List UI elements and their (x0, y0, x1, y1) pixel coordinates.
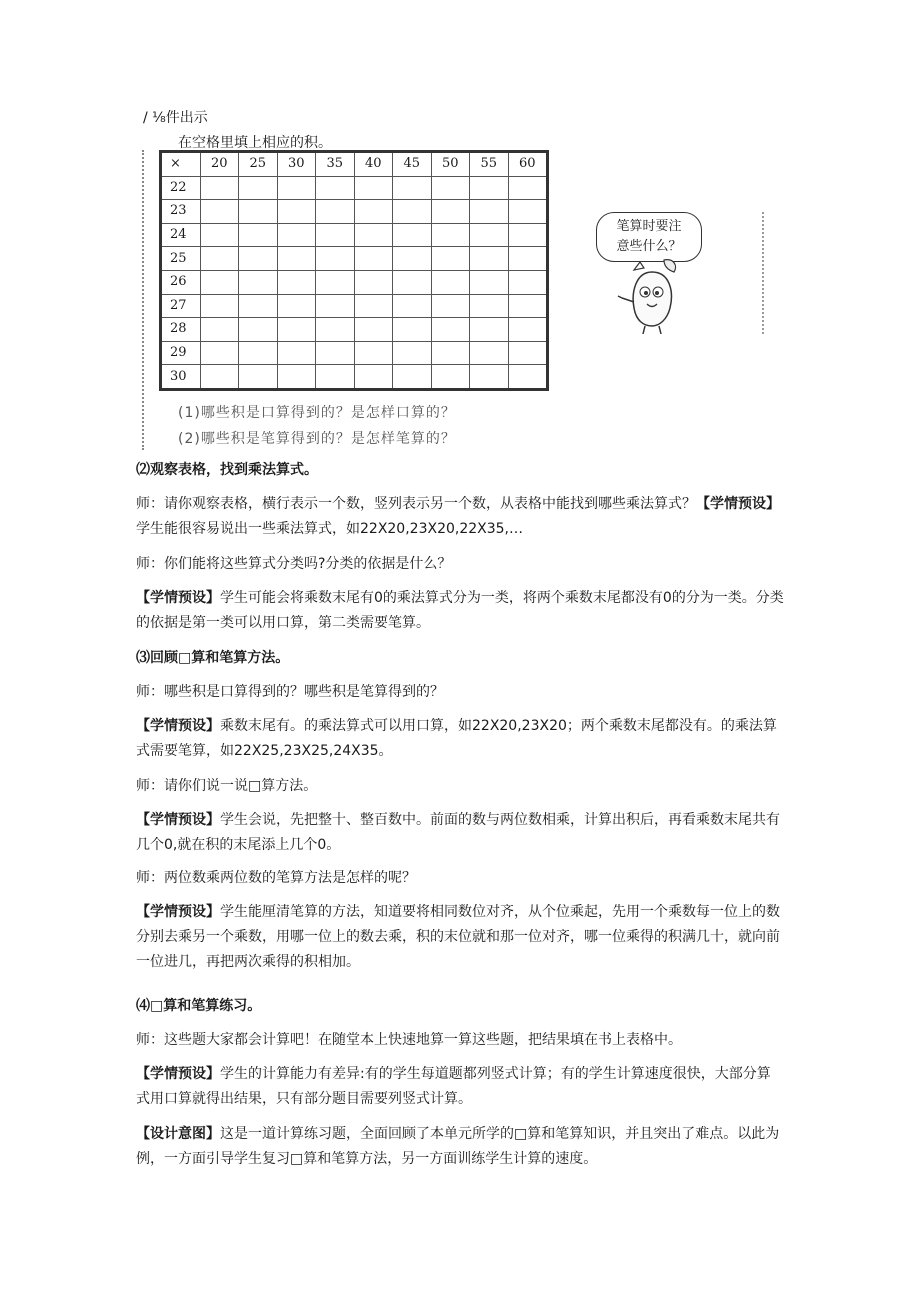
paragraph (136, 552, 784, 577)
table-header-cell: 40 (354, 152, 393, 177)
table-row (161, 223, 548, 247)
table-row (161, 341, 548, 365)
table-blank-cell (431, 294, 470, 318)
table-blank-cell (354, 318, 393, 342)
table-blank-cell (470, 223, 509, 247)
table-blank-cell (508, 223, 548, 247)
paragraph (136, 646, 784, 671)
table-blank-cell (316, 270, 355, 294)
table-header-cell: 50 (431, 152, 470, 177)
table-blank-cell (470, 270, 509, 294)
table-row-header: 30 (161, 365, 201, 390)
speech-line-1: 笔算时要注 (616, 219, 682, 234)
bold-label: 【学情预设】 (136, 718, 220, 734)
mascot-legs (643, 326, 661, 334)
table-blank-cell (393, 318, 432, 342)
table-blank-cell (239, 365, 278, 390)
table-blank-cell (277, 176, 316, 200)
paragraph-text: 学生会说，先把整十、整百数中。前面的数与两位数相乘，计算出积后，再看乘数末尾共有几个0,就在积的末尾添上几个0。 (136, 812, 780, 853)
table-blank-cell (316, 223, 355, 247)
table-instruction: 在空格里填上相应的积。 (178, 135, 332, 151)
table-blank-cell (239, 176, 278, 200)
table-blank-cell (277, 294, 316, 318)
table-blank-cell (431, 270, 470, 294)
table-blank-cell (316, 247, 355, 271)
bold-label: 【学情预设】 (136, 590, 220, 606)
table-blank-cell (508, 294, 548, 318)
paragraph (136, 586, 784, 636)
mascot-pupil-right (655, 291, 659, 295)
table-blank-cell (393, 365, 432, 390)
table-blank-cell (508, 247, 548, 271)
table-blank-cell (393, 294, 432, 318)
paragraph-text: 这是一道计算练习题，全面回顾了本单元所学的□算和笔算知识，并且突出了难点。以此为例，一方面引导学生复习□算和笔算方法，另一方面训练学生计算的速度。 (136, 1126, 780, 1167)
paragraph-text: 师：请你们说一说□算方法。 (136, 778, 318, 794)
table-blank-cell (393, 341, 432, 365)
table-row (161, 365, 548, 390)
table-blank-cell (470, 318, 509, 342)
table-blank-cell (239, 247, 278, 271)
table-header-cell: 55 (470, 152, 509, 177)
paragraph (136, 680, 784, 705)
table-blank-cell (354, 341, 393, 365)
paragraph (136, 492, 784, 542)
table-blank-cell (277, 318, 316, 342)
paragraph (136, 1062, 784, 1112)
paragraph-text: 师：哪些积是口算得到的？哪些积是笔算得到的？ (136, 684, 444, 700)
bold-label: ⑷□算和笔算练习。 (136, 998, 262, 1014)
paragraph (136, 900, 784, 975)
table-blank-cell (200, 200, 239, 224)
leaf-icon (664, 260, 676, 272)
table-row-header: 22 (161, 176, 201, 200)
table-row (161, 200, 548, 224)
table-row (161, 294, 548, 318)
table-blank-cell (393, 270, 432, 294)
paragraph-text: 乘数末尾有。的乘法算式可以用口算，如22X20,23X20；两个乘数末尾都没有。的乘法算式需要笔算，如22X25,23X25,24X35。 (136, 718, 777, 759)
paragraph-text: 师：请你观察表格，横行表示一个数，竖列表示另一个数，从表格中能找到哪些乘法算式？ (136, 496, 696, 512)
table-blank-cell (239, 270, 278, 294)
table-blank-cell (431, 223, 470, 247)
table-blank-cell (431, 341, 470, 365)
table-header-cell: 60 (508, 152, 548, 177)
question-1: (1)哪些积是口算得到的？是怎样口算的？ (178, 405, 456, 421)
table-blank-cell (470, 176, 509, 200)
table-row-header: 27 (161, 294, 201, 318)
table-blank-cell (508, 341, 548, 365)
paragraph (136, 458, 784, 483)
table-row-header: 28 (161, 318, 201, 342)
table-blank-cell (200, 341, 239, 365)
table-blank-cell (316, 176, 355, 200)
table-blank-cell (354, 365, 393, 390)
table-blank-cell (200, 365, 239, 390)
table-blank-cell (316, 200, 355, 224)
paragraph (136, 1028, 784, 1053)
table-header-cell: 30 (277, 152, 316, 177)
bold-label: 【学情预设】 (136, 1066, 220, 1082)
mascot-pupil-left (644, 291, 648, 295)
table-blank-cell (431, 247, 470, 271)
table-blank-cell (277, 247, 316, 271)
table-blank-cell (239, 294, 278, 318)
table-blank-cell (470, 365, 509, 390)
bold-label: 【学情预设】 (136, 812, 220, 828)
table-blank-cell (431, 176, 470, 200)
table-blank-cell (239, 318, 278, 342)
mascot-illustration (612, 258, 692, 338)
paragraph-text: 师：你们能将这些算式分类吗?分类的依据是什么？ (136, 556, 452, 572)
table-blank-cell (316, 365, 355, 390)
paragraph-text: 学生可能会将乘数末尾有0的乘法算式分为一类，将两个乘数末尾都没有0的分为一类。分类的依据是第一类可以用口算，第二类需要笔算。 (136, 590, 784, 631)
table-blank-cell (200, 247, 239, 271)
table-blank-cell (277, 270, 316, 294)
bold-label: 【设计意图】 (136, 1126, 220, 1142)
table-row-header: 26 (161, 270, 201, 294)
table-blank-cell (354, 270, 393, 294)
paragraph (136, 866, 784, 891)
table-blank-cell (200, 223, 239, 247)
table-blank-cell (431, 200, 470, 224)
table-blank-cell (508, 318, 548, 342)
table-blank-cell (393, 200, 432, 224)
table-row-header: 29 (161, 341, 201, 365)
bold-label: 【学情预设】 (696, 496, 780, 512)
table-header-cell: 35 (316, 152, 355, 177)
paragraph (136, 714, 784, 764)
bold-label: ⑶回顾□算和笔算方法。 (136, 650, 290, 666)
paragraph-text: 学生能厘清笔算的方法，知道要将相同数位对齐，从个位乘起，先用一个乘数每一位上的数分别去乘另一个乘数，用哪一位上的数去乘，积的末位就和那一位对齐，哪一位乘得的积满几十，就向前一位进几，再把两次乘得的积相加。 (136, 904, 780, 970)
table-blank-cell (239, 200, 278, 224)
bold-label: ⑵观察表格，找到乘法算式。 (136, 462, 318, 478)
table-blank-cell (277, 200, 316, 224)
table-blank-cell (200, 176, 239, 200)
table-blank-cell (239, 341, 278, 365)
table-blank-cell (470, 247, 509, 271)
mascot-arm (618, 296, 634, 302)
table-row (161, 318, 548, 342)
paragraph-text: 学生能很容易说出一些乘法算式，如22X20,23X20,22X35,… (136, 521, 524, 537)
bubble-tail (634, 262, 644, 270)
paragraph (136, 774, 784, 799)
table-blank-cell (200, 318, 239, 342)
table-row (161, 247, 548, 271)
table-blank-cell (354, 294, 393, 318)
table-blank-cell (508, 365, 548, 390)
bold-label: 【学情预设】 (136, 904, 220, 920)
table-blank-cell (470, 294, 509, 318)
table-blank-cell (393, 223, 432, 247)
figure-caption: / ⅛件出示 (143, 110, 208, 126)
table-blank-cell (316, 294, 355, 318)
table-blank-cell (508, 270, 548, 294)
table-blank-cell (316, 318, 355, 342)
table-row-header: 23 (161, 200, 201, 224)
paragraph-text: 师：两位数乘两位数的笔算方法是怎样的呢？ (136, 870, 416, 886)
table-blank-cell (200, 270, 239, 294)
table-header-cell: 45 (393, 152, 432, 177)
multiplication-table (159, 150, 549, 391)
table-blank-cell (316, 341, 355, 365)
table-blank-cell (508, 176, 548, 200)
table-blank-cell (393, 247, 432, 271)
right-dotted-border (762, 212, 764, 334)
table-blank-cell (354, 200, 393, 224)
table-header-row (161, 152, 548, 177)
table-blank-cell (393, 176, 432, 200)
paragraph (136, 1122, 784, 1172)
left-dotted-border (142, 150, 144, 450)
paragraph (136, 994, 784, 1019)
table-row-header: 24 (161, 223, 201, 247)
table-blank-cell (431, 318, 470, 342)
table-blank-cell (354, 223, 393, 247)
speech-line-2: 意些什么？ (616, 239, 682, 254)
paragraph (136, 808, 784, 858)
table-header-cell: 20 (200, 152, 239, 177)
table-blank-cell (239, 223, 278, 247)
table-blank-cell (431, 365, 470, 390)
table-blank-cell (277, 365, 316, 390)
table-blank-cell (277, 223, 316, 247)
table-blank-cell (200, 294, 239, 318)
table-blank-cell (508, 200, 548, 224)
table-row (161, 270, 548, 294)
table-blank-cell (470, 341, 509, 365)
table-header-cell: 25 (239, 152, 278, 177)
paragraph-text: 学生的计算能力有差异:有的学生每道题都列竖式计算；有的学生计算速度很快，大部分算式用口算就得出结果，只有部分题目需要列竖式计算。 (136, 1066, 771, 1107)
mascot-body (633, 272, 671, 326)
table-row-header: 25 (161, 247, 201, 271)
paragraph-text: 师：这些题大家都会计算吧！在随堂本上快速地算一算这些题，把结果填在书上表格中。 (136, 1032, 682, 1048)
table-blank-cell (354, 176, 393, 200)
table-row (161, 176, 548, 200)
table-blank-cell (470, 200, 509, 224)
speech-bubble (596, 212, 702, 262)
table-blank-cell (277, 341, 316, 365)
question-2: (2)哪些积是笔算得到的？是怎样笔算的？ (178, 431, 456, 447)
table-corner-cell: × (161, 152, 201, 177)
table-blank-cell (354, 247, 393, 271)
